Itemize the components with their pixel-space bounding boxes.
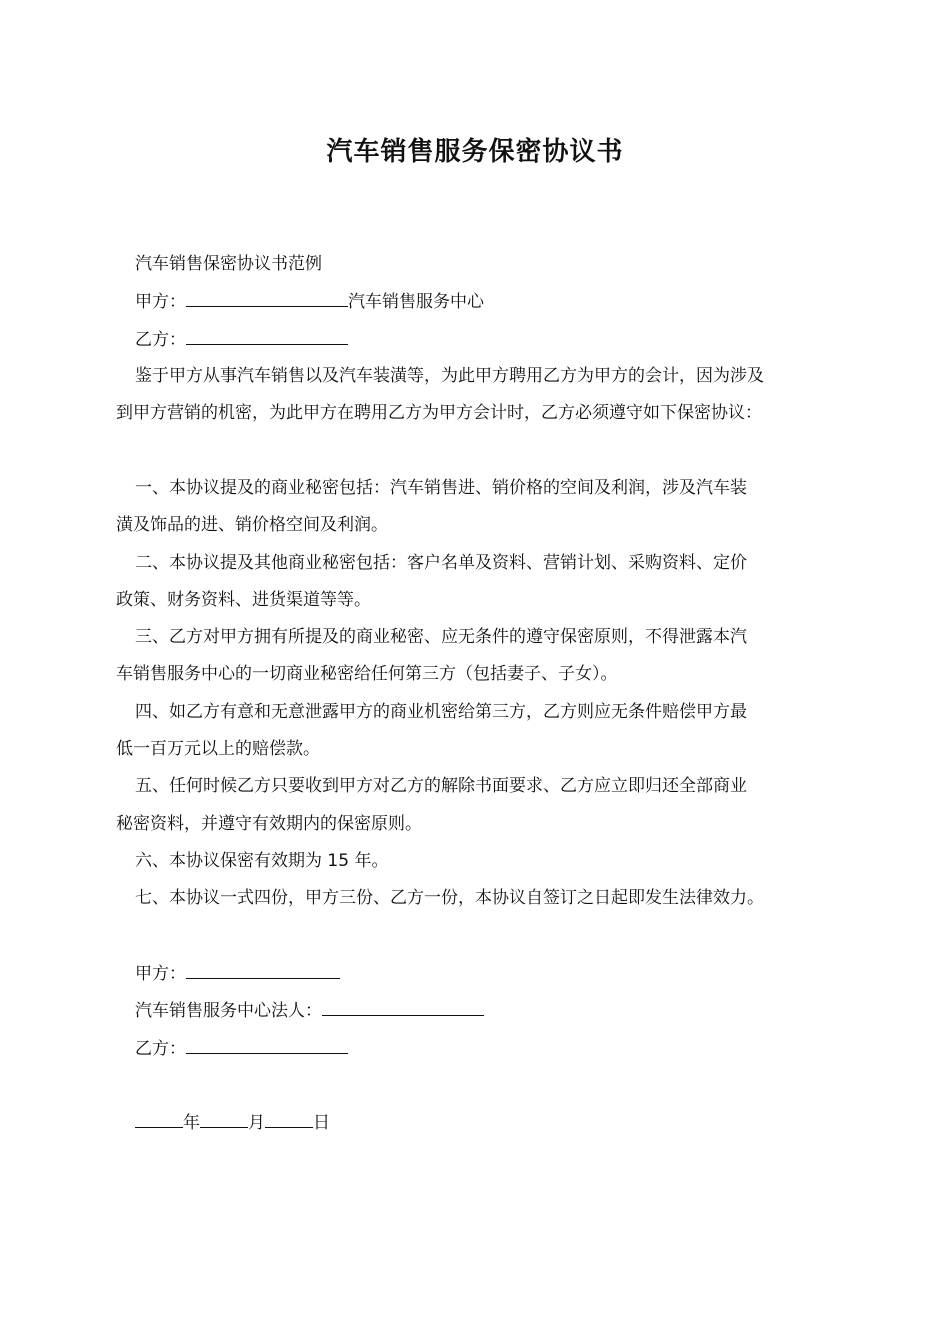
signature-party-a (135, 961, 340, 986)
signature-legal-rep-label: 汽车销售服务中心法人： (135, 1001, 322, 1021)
date-month-blank (200, 1110, 248, 1128)
party-a-suffix: 汽车销售服务中心 (348, 292, 484, 312)
signature-party-a-label: 甲方： (135, 964, 186, 984)
signature-party-a-blank (186, 961, 340, 979)
clause-4-line-1: 四、如乙方有意和无意泄露甲方的商业机密给第三方，乙方则应无条件赔偿甲方最 (135, 702, 747, 722)
party-a-blank (186, 289, 348, 307)
intro-line-2: 到甲方营销的机密，为此甲方在聘用乙方为甲方会计时，乙方必须遵守如下保密协议： (116, 403, 762, 423)
signature-legal-rep-blank (322, 998, 484, 1016)
document-subtitle: 汽车销售保密协议书范例 (135, 254, 322, 274)
clause-3-line-1: 三、乙方对甲方拥有所提及的商业秘密、应无条件的遵守保密原则，不得泄露本汽 (135, 627, 747, 647)
signature-legal-rep (135, 998, 484, 1023)
intro-line-1: 鉴于甲方从事汽车销售以及汽车装潢等，为此甲方聘用乙方为甲方的会计，因为涉及 (135, 366, 764, 386)
clause-5-line-2: 秘密资料，并遵守有效期内的保密原则。 (116, 814, 422, 834)
signature-party-b (135, 1036, 348, 1061)
party-b-line (135, 327, 348, 352)
party-b-blank (186, 327, 348, 345)
date-line (135, 1110, 330, 1135)
date-day-label: 日 (313, 1113, 330, 1133)
clause-7-line-1: 七、本协议一式四份，甲方三份、乙方一份，本协议自签订之日起即发生法律效力。 (135, 888, 764, 908)
clause-3-line-2: 车销售服务中心的一切商业秘密给任何第三方（包括妻子、子女）。 (116, 664, 618, 684)
signature-party-b-blank (186, 1036, 348, 1054)
clause-6-line-1: 六、本协议保密有效期为 15 年。 (135, 851, 389, 871)
clause-2-line-1: 二、本协议提及其他商业秘密包括：客户名单及资料、营销计划、采购资料、定价 (135, 553, 747, 573)
document-title: 汽车销售服务保密协议书 (326, 137, 624, 167)
clause-1-line-2: 潢及饰品的进、销价格空间及利润。 (116, 515, 388, 535)
party-a-label: 甲方： (135, 292, 186, 312)
party-a-line (135, 289, 484, 314)
clause-4-line-2: 低一百万元以上的赔偿款。 (116, 739, 320, 759)
clause-2-line-2: 政策、财务资料、进货渠道等等。 (116, 590, 371, 610)
clause-1-line-1: 一、本协议提及的商业秘密包括：汽车销售进、销价格的空间及利润，涉及汽车装 (135, 478, 747, 498)
signature-party-b-label: 乙方： (135, 1039, 186, 1059)
date-year-blank (135, 1110, 183, 1128)
clause-5-line-1: 五、任何时候乙方只要收到甲方对乙方的解除书面要求、乙方应立即归还全部商业 (135, 776, 747, 796)
date-year-label: 年 (183, 1113, 200, 1133)
date-day-blank (265, 1110, 313, 1128)
date-month-label: 月 (248, 1113, 265, 1133)
party-b-label: 乙方： (135, 330, 186, 350)
